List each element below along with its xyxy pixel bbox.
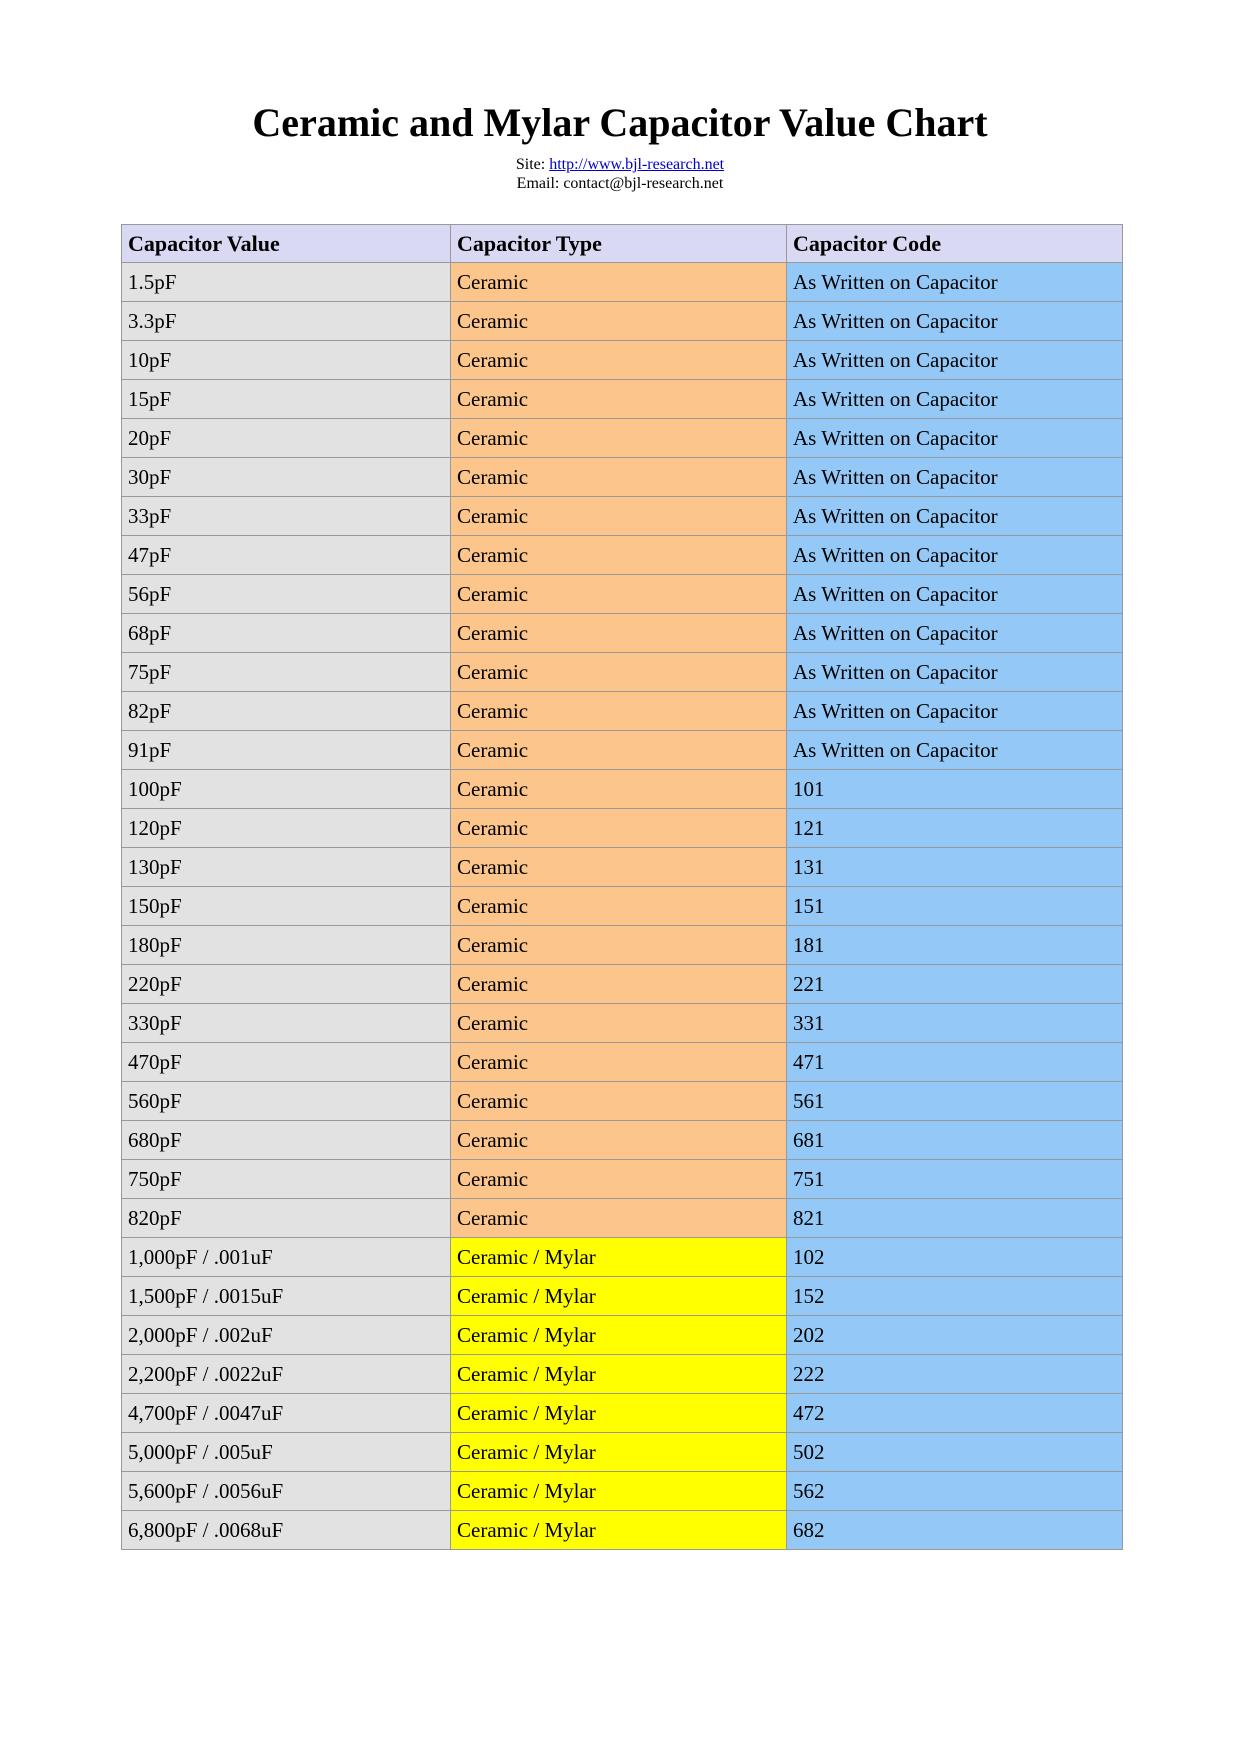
table-row xyxy=(122,1316,1123,1355)
capacitor-value-cell: 680pF xyxy=(122,1121,451,1160)
email-address: contact@bjl-research.net xyxy=(563,175,724,192)
capacitor-code-cell: 181 xyxy=(787,926,1123,965)
capacitor-code-cell: As Written on Capacitor xyxy=(787,419,1123,458)
email-label: Email: xyxy=(516,175,564,192)
capacitor-value-cell: 2,200pF / .0022uF xyxy=(122,1355,451,1394)
capacitor-type-cell: Ceramic xyxy=(451,692,787,731)
capacitor-value-cell: 750pF xyxy=(122,1160,451,1199)
capacitor-value-cell: 33pF xyxy=(122,497,451,536)
table-row xyxy=(122,497,1123,536)
capacitor-code-cell: 151 xyxy=(787,887,1123,926)
capacitor-code-cell: As Written on Capacitor xyxy=(787,653,1123,692)
capacitor-code-cell: 682 xyxy=(787,1511,1123,1550)
capacitor-type-cell: Ceramic xyxy=(451,965,787,1004)
capacitor-value-cell: 68pF xyxy=(122,614,451,653)
capacitor-type-cell: Ceramic xyxy=(451,1082,787,1121)
table-row xyxy=(122,1199,1123,1238)
capacitor-value-cell: 5,000pF / .005uF xyxy=(122,1433,451,1472)
table-row xyxy=(122,614,1123,653)
capacitor-code-cell: As Written on Capacitor xyxy=(787,263,1123,302)
site-link[interactable]: http://www.bjl-research.net xyxy=(549,156,725,173)
capacitor-code-cell: 222 xyxy=(787,1355,1123,1394)
table-row xyxy=(122,1121,1123,1160)
table-row xyxy=(122,1004,1123,1043)
capacitor-type-cell: Ceramic xyxy=(451,653,787,692)
capacitor-value-cell: 47pF xyxy=(122,536,451,575)
capacitor-value-cell: 15pF xyxy=(122,380,451,419)
capacitor-type-cell: Ceramic / Mylar xyxy=(451,1394,787,1433)
capacitor-code-cell: As Written on Capacitor xyxy=(787,731,1123,770)
capacitor-type-cell: Ceramic / Mylar xyxy=(451,1433,787,1472)
capacitor-value-cell: 560pF xyxy=(122,1082,451,1121)
table-row xyxy=(122,731,1123,770)
table-row xyxy=(122,575,1123,614)
capacitor-code-cell: 472 xyxy=(787,1394,1123,1433)
column-header-capacitor-value: Capacitor Value xyxy=(122,225,451,263)
capacitor-code-cell: 562 xyxy=(787,1472,1123,1511)
capacitor-type-cell: Ceramic xyxy=(451,770,787,809)
capacitor-value-cell: 20pF xyxy=(122,419,451,458)
table-row xyxy=(122,419,1123,458)
capacitor-code-cell: 152 xyxy=(787,1277,1123,1316)
capacitor-type-cell: Ceramic xyxy=(451,497,787,536)
page-title: Ceramic and Mylar Capacitor Value Chart xyxy=(252,100,988,145)
capacitor-value-cell: 470pF xyxy=(122,1043,451,1082)
table-row xyxy=(122,809,1123,848)
capacitor-value-cell: 820pF xyxy=(122,1199,451,1238)
capacitor-type-cell: Ceramic xyxy=(451,848,787,887)
capacitor-code-cell: As Written on Capacitor xyxy=(787,575,1123,614)
capacitor-value-cell: 130pF xyxy=(122,848,451,887)
table-row xyxy=(122,536,1123,575)
capacitor-code-cell: 751 xyxy=(787,1160,1123,1199)
capacitor-code-cell: As Written on Capacitor xyxy=(787,692,1123,731)
capacitor-code-cell: 471 xyxy=(787,1043,1123,1082)
table-row xyxy=(122,770,1123,809)
table-row xyxy=(122,380,1123,419)
capacitor-code-cell: 121 xyxy=(787,809,1123,848)
capacitor-value-cell: 1.5pF xyxy=(122,263,451,302)
table-row xyxy=(122,1160,1123,1199)
capacitor-value-cell: 30pF xyxy=(122,458,451,497)
capacitor-code-cell: 331 xyxy=(787,1004,1123,1043)
capacitor-type-cell: Ceramic xyxy=(451,380,787,419)
capacitor-type-cell: Ceramic xyxy=(451,341,787,380)
capacitor-value-cell: 100pF xyxy=(122,770,451,809)
capacitor-type-cell: Ceramic xyxy=(451,809,787,848)
capacitor-type-cell: Ceramic / Mylar xyxy=(451,1316,787,1355)
table-row xyxy=(122,263,1123,302)
capacitor-type-cell: Ceramic xyxy=(451,575,787,614)
capacitor-type-cell: Ceramic xyxy=(451,1199,787,1238)
capacitor-type-cell: Ceramic / Mylar xyxy=(451,1277,787,1316)
capacitor-type-cell: Ceramic xyxy=(451,1160,787,1199)
capacitor-value-cell: 180pF xyxy=(122,926,451,965)
column-header-capacitor-code: Capacitor Code xyxy=(787,225,1123,263)
capacitor-value-cell: 2,000pF / .002uF xyxy=(122,1316,451,1355)
capacitor-value-cell: 10pF xyxy=(122,341,451,380)
capacitor-value-cell: 6,800pF / .0068uF xyxy=(122,1511,451,1550)
capacitor-code-cell: 131 xyxy=(787,848,1123,887)
table-row xyxy=(122,1511,1123,1550)
capacitor-value-table xyxy=(121,224,1123,1550)
table-row xyxy=(122,1238,1123,1277)
capacitor-code-cell: As Written on Capacitor xyxy=(787,380,1123,419)
capacitor-code-cell: 681 xyxy=(787,1121,1123,1160)
table-row xyxy=(122,965,1123,1004)
site-label: Site: xyxy=(515,156,550,173)
capacitor-code-cell: 561 xyxy=(787,1082,1123,1121)
capacitor-value-cell: 1,500pF / .0015uF xyxy=(122,1277,451,1316)
capacitor-code-cell: As Written on Capacitor xyxy=(787,614,1123,653)
table-row xyxy=(122,848,1123,887)
table-row xyxy=(122,653,1123,692)
capacitor-code-cell: As Written on Capacitor xyxy=(787,458,1123,497)
table-row xyxy=(122,1043,1123,1082)
capacitor-value-cell: 5,600pF / .0056uF xyxy=(122,1472,451,1511)
capacitor-value-cell: 120pF xyxy=(122,809,451,848)
capacitor-code-cell: 221 xyxy=(787,965,1123,1004)
table-header-row xyxy=(122,225,1123,263)
table-row xyxy=(122,1433,1123,1472)
capacitor-type-cell: Ceramic / Mylar xyxy=(451,1355,787,1394)
capacitor-value-cell: 4,700pF / .0047uF xyxy=(122,1394,451,1433)
capacitor-code-cell: 102 xyxy=(787,1238,1123,1277)
capacitor-value-cell: 1,000pF / .001uF xyxy=(122,1238,451,1277)
capacitor-type-cell: Ceramic xyxy=(451,302,787,341)
table-row xyxy=(122,1277,1123,1316)
column-header-capacitor-type: Capacitor Type xyxy=(451,225,787,263)
table-row xyxy=(122,926,1123,965)
capacitor-type-cell: Ceramic xyxy=(451,458,787,497)
capacitor-value-cell: 220pF xyxy=(122,965,451,1004)
capacitor-value-cell: 330pF xyxy=(122,1004,451,1043)
capacitor-code-cell: As Written on Capacitor xyxy=(787,497,1123,536)
capacitor-code-cell: As Written on Capacitor xyxy=(787,341,1123,380)
site-line xyxy=(0,155,1240,174)
capacitor-code-cell: 502 xyxy=(787,1433,1123,1472)
table-row xyxy=(122,692,1123,731)
capacitor-code-cell: As Written on Capacitor xyxy=(787,302,1123,341)
capacitor-value-cell: 75pF xyxy=(122,653,451,692)
capacitor-type-cell: Ceramic xyxy=(451,926,787,965)
capacitor-value-cell: 82pF xyxy=(122,692,451,731)
capacitor-type-cell: Ceramic xyxy=(451,419,787,458)
capacitor-type-cell: Ceramic xyxy=(451,731,787,770)
capacitor-value-cell: 150pF xyxy=(122,887,451,926)
capacitor-type-cell: Ceramic xyxy=(451,1043,787,1082)
capacitor-type-cell: Ceramic / Mylar xyxy=(451,1238,787,1277)
capacitor-type-cell: Ceramic xyxy=(451,1004,787,1043)
capacitor-code-cell: 202 xyxy=(787,1316,1123,1355)
capacitor-value-cell: 56pF xyxy=(122,575,451,614)
table-row xyxy=(122,302,1123,341)
capacitor-code-cell: As Written on Capacitor xyxy=(787,536,1123,575)
capacitor-type-cell: Ceramic xyxy=(451,887,787,926)
capacitor-type-cell: Ceramic / Mylar xyxy=(451,1472,787,1511)
capacitor-type-cell: Ceramic xyxy=(451,263,787,302)
table-row xyxy=(122,1394,1123,1433)
capacitor-type-cell: Ceramic / Mylar xyxy=(451,1511,787,1550)
table-row xyxy=(122,341,1123,380)
table-row xyxy=(122,887,1123,926)
capacitor-code-cell: 101 xyxy=(787,770,1123,809)
capacitor-value-cell: 3.3pF xyxy=(122,302,451,341)
capacitor-type-cell: Ceramic xyxy=(451,1121,787,1160)
table-row xyxy=(122,458,1123,497)
table-row xyxy=(122,1082,1123,1121)
capacitor-code-cell: 821 xyxy=(787,1199,1123,1238)
capacitor-type-cell: Ceramic xyxy=(451,536,787,575)
capacitor-value-cell: 91pF xyxy=(122,731,451,770)
email-line xyxy=(0,174,1240,193)
table-row xyxy=(122,1355,1123,1394)
capacitor-type-cell: Ceramic xyxy=(451,614,787,653)
table-row xyxy=(122,1472,1123,1511)
